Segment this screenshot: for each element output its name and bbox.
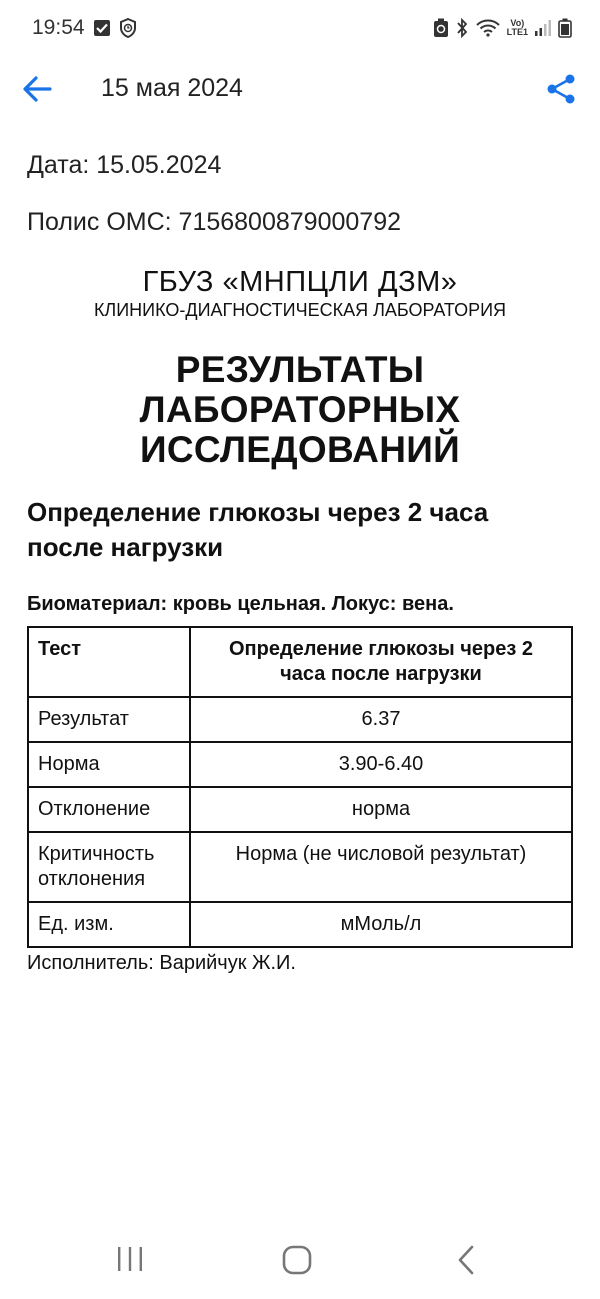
- row-label: Ед. изм.: [28, 902, 190, 947]
- organization-subtitle: КЛИНИКО-ДИАГНОСТИЧЕСКАЯ ЛАБОРАТОРИЯ: [93, 300, 507, 320]
- row-value: Норма (не числовой результат): [190, 832, 572, 902]
- table-row: [28, 787, 572, 832]
- table-header-value: [190, 627, 572, 697]
- check-square-icon: [93, 19, 111, 37]
- share-icon[interactable]: [544, 72, 578, 106]
- document-title-line: ИССЛЕДОВАНИЙ: [140, 429, 460, 470]
- row-label-line: отклонения: [38, 868, 146, 890]
- test-heading-line: после нагрузки: [27, 532, 224, 562]
- page-title: 15 мая 2024: [101, 74, 243, 102]
- table-header-label: Тест: [28, 627, 190, 697]
- executor-line: Исполнитель: Варийчук Ж.И.: [27, 952, 296, 974]
- shield-icon: [119, 18, 137, 38]
- row-value: 3.90-6.40: [190, 742, 572, 787]
- table-row: [28, 742, 572, 787]
- row-value: 6.37: [190, 697, 572, 742]
- table-header-row: [28, 627, 572, 697]
- app-bar: [0, 62, 600, 118]
- home-icon[interactable]: [282, 1245, 312, 1275]
- status-left: [32, 16, 137, 40]
- biomaterial-line: Биоматериал: кровь цельная. Локус: вена.: [27, 593, 454, 615]
- back-arrow-icon[interactable]: [20, 72, 54, 106]
- row-label: [28, 832, 190, 902]
- table-header-value-line: часа после нагрузки: [280, 663, 482, 685]
- lte-label-bottom: LTE1: [506, 27, 528, 37]
- recent-apps-icon[interactable]: [116, 1246, 144, 1272]
- results-table: [27, 626, 573, 948]
- row-value: норма: [190, 787, 572, 832]
- table-row: [28, 697, 572, 742]
- battery-icon: [558, 18, 572, 38]
- status-time: 19:54: [32, 16, 85, 39]
- table-row: [28, 832, 572, 902]
- recycle-icon: [433, 18, 449, 38]
- lte-label-top: Vo): [510, 18, 525, 28]
- bluetooth-icon: [455, 18, 469, 38]
- document-title: [27, 350, 573, 470]
- status-right: [433, 18, 572, 38]
- row-label: Отклонение: [28, 787, 190, 832]
- polis-line: Полис ОМС: 7156800879000792: [27, 208, 401, 236]
- date-line: Дата: 15.05.2024: [27, 151, 222, 179]
- wifi-icon: [475, 18, 501, 38]
- organization-name: ГБУЗ «МНПЦЛИ ДЗМ»: [142, 266, 458, 298]
- table-header-value-line: Определение глюкозы через 2: [228, 638, 533, 660]
- organization-block: [27, 265, 573, 321]
- row-label-line: Критичность: [38, 843, 155, 865]
- lte-indicator: [507, 19, 528, 37]
- table-row: [28, 902, 572, 947]
- document-title-line: ЛАБОРАТОРНЫХ: [139, 389, 461, 430]
- row-label: Норма: [28, 742, 190, 787]
- row-label: Результат: [28, 697, 190, 742]
- document-title-line: РЕЗУЛЬТАТЫ: [175, 349, 425, 390]
- row-value: мМоль/л: [190, 902, 572, 947]
- nav-back-icon[interactable]: [456, 1245, 476, 1275]
- test-heading-line: Определение глюкозы через 2 часа: [27, 497, 489, 527]
- system-nav-bar: [0, 1222, 600, 1299]
- signal-icon: [534, 19, 552, 37]
- status-bar: [0, 0, 600, 56]
- test-heading: [27, 495, 575, 565]
